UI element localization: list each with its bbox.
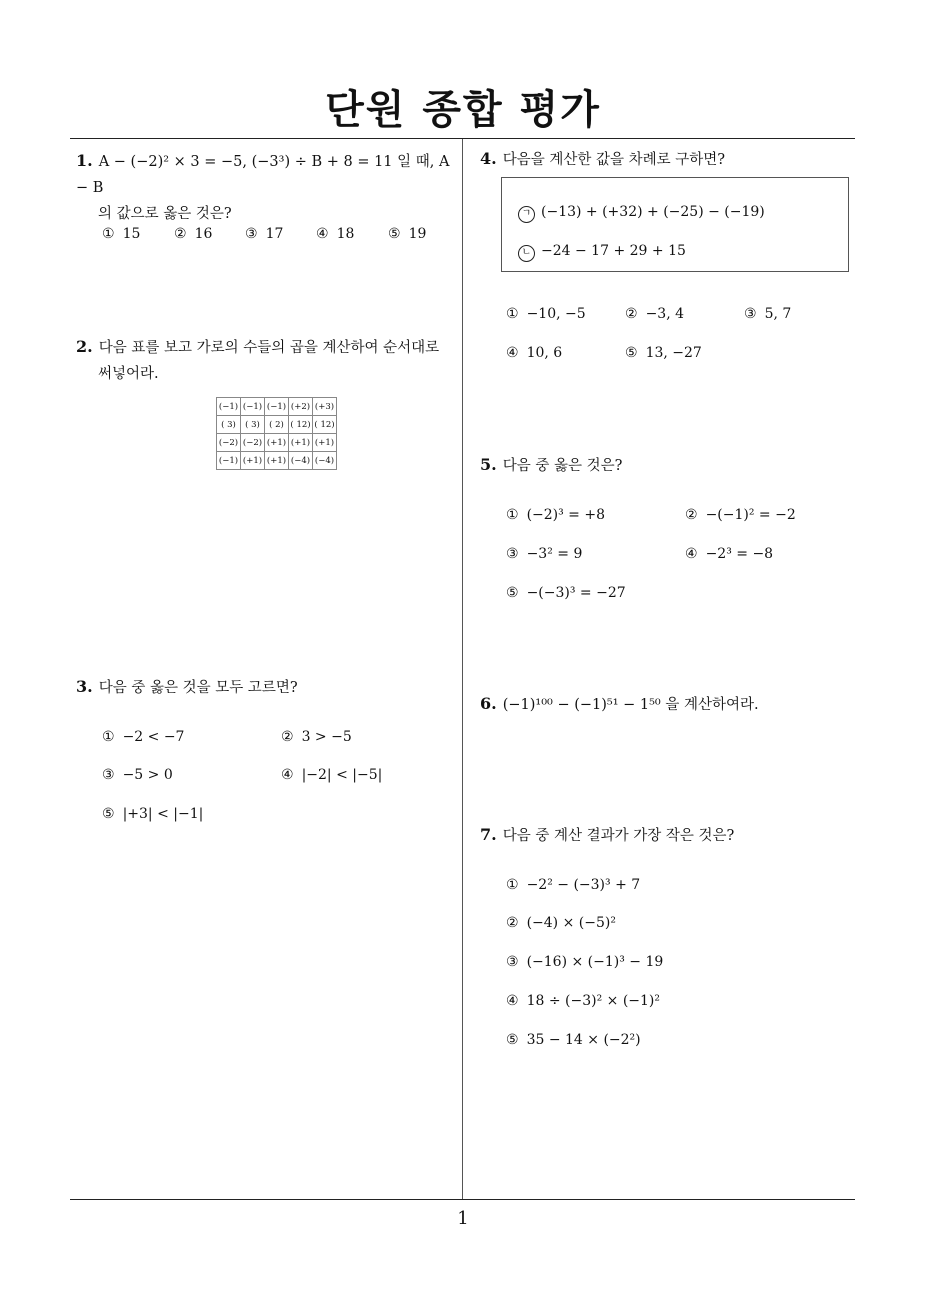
number-table [216,397,337,470]
question-number: 2. [76,337,93,356]
table-cell: ( 12) [289,416,313,434]
question-number: 3. [76,677,93,696]
table-cell: (−1) [217,452,241,470]
option-5[interactable]: ⑤ 35 − 14 × (−2²) [506,1032,641,1048]
table-cell: ( 3) [217,416,241,434]
page-number: 1 [457,1208,469,1229]
question-text: 다음 중 계산 결과가 가장 작은 것은? [502,828,735,844]
question-text: A − (−2)² × 3 = −5, (−3³) ÷ B + 8 = 11 일 때, A − B [76,154,450,196]
question-number: 5. [480,455,497,474]
table-cell: (−1) [217,398,241,416]
table-cell: (+1) [289,434,313,452]
option-3[interactable]: ③ 5, 7 [744,306,792,322]
option-4[interactable]: ④ |−2| < |−5| [281,767,383,783]
option-3[interactable]: ③ (−16) × (−1)³ − 19 [506,954,664,970]
table-cell: (−2) [241,434,265,452]
option-2[interactable]: ② (−4) × (−5)² [506,915,616,931]
table-cell: (−4) [289,452,313,470]
option-5[interactable]: ⑤ −(−3)³ = −27 [506,585,626,601]
table-cell: (+1) [265,434,289,452]
question-5 [480,452,855,479]
option-2[interactable]: ② −3, 4 [625,306,685,322]
question-text: 다음 중 옳은 것은? [502,458,623,474]
table-cell: (+1) [313,434,337,452]
option-3[interactable]: ③ −3² = 9 [506,546,583,562]
option-1[interactable]: ① 15 [102,226,141,242]
page-title: 단원 종합 평가 [325,87,601,133]
question-1 [76,148,461,227]
option-5[interactable]: ⑤ 13, −27 [625,345,702,361]
table-cell: ( 3) [241,416,265,434]
table-cell: (−4) [313,452,337,470]
table-cell: ( 12) [313,416,337,434]
circled-letter-icon: ㄴ [518,245,535,262]
question-2 [76,334,461,387]
question-7 [480,822,855,849]
option-1[interactable]: ① −2 < −7 [102,729,185,745]
question-4 [480,146,855,173]
option-2[interactable]: ② −(−1)² = −2 [685,507,796,523]
option-4[interactable]: ④ −2³ = −8 [685,546,774,562]
expression-item: ㄴ −24 − 17 + 29 + 15 [518,243,686,262]
table-cell: (+3) [313,398,337,416]
option-3[interactable]: ③ 17 [245,226,284,242]
question-text: 다음 중 옳은 것을 모두 고르면? [98,680,298,696]
question-number: 1. [76,151,93,170]
column-divider [462,139,463,1199]
table-cell: (+1) [241,452,265,470]
option-5[interactable]: ⑤ 19 [388,226,427,242]
table-cell: (−1) [241,398,265,416]
option-4[interactable]: ④ 10, 6 [506,345,563,361]
option-2[interactable]: ② 16 [174,226,213,242]
question-text: (−1)¹⁰⁰ − (−1)⁵¹ − 1⁵⁰ 을 계산하여라. [502,697,759,713]
option-1[interactable]: ① −2² − (−3)³ + 7 [506,877,641,893]
question-3 [76,674,461,701]
question-text: 써넣어라. [98,366,159,382]
expression-item: ㄱ (−13) + (+32) + (−25) − (−19) [518,204,765,223]
question-text: 다음 표를 보고 가로의 수들의 곱을 계산하여 순서대로 [98,340,440,356]
table-cell: ( 2) [265,416,289,434]
circled-letter-icon: ㄱ [518,206,535,223]
question-text: 의 값으로 옳은 것은? [98,206,232,222]
bottom-rule [70,1199,855,1200]
table-cell: (+2) [289,398,313,416]
question-text: 다음을 계산한 값을 차례로 구하면? [502,152,726,168]
question-number: 4. [480,149,497,168]
question-6 [480,691,855,718]
question-number: 6. [480,694,497,713]
table-cell: (−2) [217,434,241,452]
table-cell: (+1) [265,452,289,470]
option-3[interactable]: ③ −5 > 0 [102,767,173,783]
option-2[interactable]: ② 3 > −5 [281,729,352,745]
question-number: 7. [480,825,497,844]
option-4[interactable]: ④ 18 [316,226,355,242]
option-1[interactable]: ① −10, −5 [506,306,586,322]
option-5[interactable]: ⑤ |+3| < |−1| [102,806,204,822]
option-1[interactable]: ① (−2)³ = +8 [506,507,606,523]
option-4[interactable]: ④ 18 ÷ (−3)² × (−1)² [506,993,660,1009]
table-cell: (−1) [265,398,289,416]
